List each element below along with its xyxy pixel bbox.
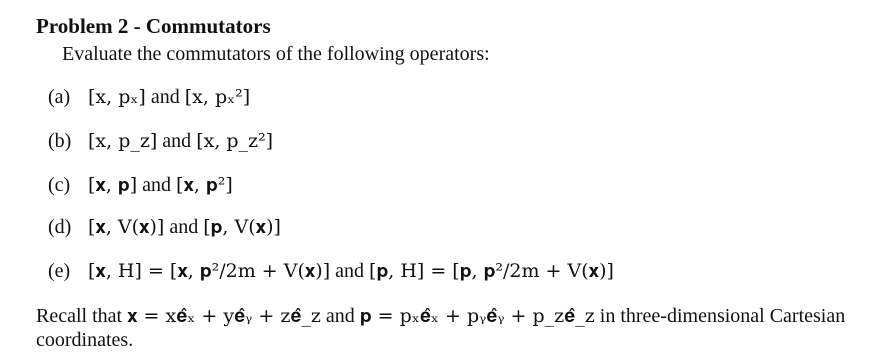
recall-x-definition: 𝐱 = x𝐞̂ₓ + y𝐞̂ᵧ + z𝐞̂_z: [127, 305, 321, 327]
item-connector: and: [150, 85, 180, 108]
item-expr-2: [x, p_z²]: [196, 130, 274, 152]
recall-paragraph: [36, 304, 866, 352]
item-expr-1: [𝐱, V(𝐱)]: [88, 216, 165, 238]
item-connector: and: [162, 129, 192, 152]
item-connector: and: [335, 259, 365, 282]
item-e: [48, 256, 614, 286]
item-expr-1: [𝐱, H] = [𝐱, 𝐩²/2m + V(𝐱)]: [88, 260, 331, 282]
item-expr-2: [𝐩, H] = [𝐩, 𝐩²/2m + V(𝐱)]: [369, 260, 614, 282]
item-label: (e): [48, 259, 71, 282]
item-expr-1: [x, pₓ]: [88, 86, 146, 108]
item-expr-1: [x, p_z]: [88, 130, 158, 152]
item-connector: and: [169, 215, 199, 238]
item-a: [48, 82, 250, 112]
problem-intro: Evaluate the commutators of the following operators:: [62, 43, 490, 65]
item-label: (c): [48, 173, 71, 196]
item-c: [48, 170, 233, 200]
recall-connector: and: [325, 305, 355, 327]
problem-title: Problem 2 - Commutators: [36, 14, 271, 38]
item-label: (d): [48, 215, 72, 238]
item-label: (a): [48, 85, 71, 108]
item-connector: and: [142, 173, 172, 196]
item-expr-1: [𝐱, 𝐩]: [88, 174, 138, 196]
item-expr-2: [x, pₓ²]: [184, 86, 251, 108]
item-b: [48, 126, 273, 156]
recall-lead: Recall that: [36, 305, 123, 327]
recall-tail: in three-dimensional Cartesian coordinates.: [36, 305, 846, 351]
item-expr-2: [𝐱, 𝐩²]: [176, 174, 233, 196]
recall-p-definition: 𝐩 = pₓ𝐞̂ₓ + pᵧ𝐞̂ᵧ + p_z𝐞̂_z: [359, 305, 595, 327]
item-label: (b): [48, 129, 72, 152]
item-d: [48, 212, 281, 242]
item-expr-2: [𝐩, V(𝐱)]: [203, 216, 281, 238]
